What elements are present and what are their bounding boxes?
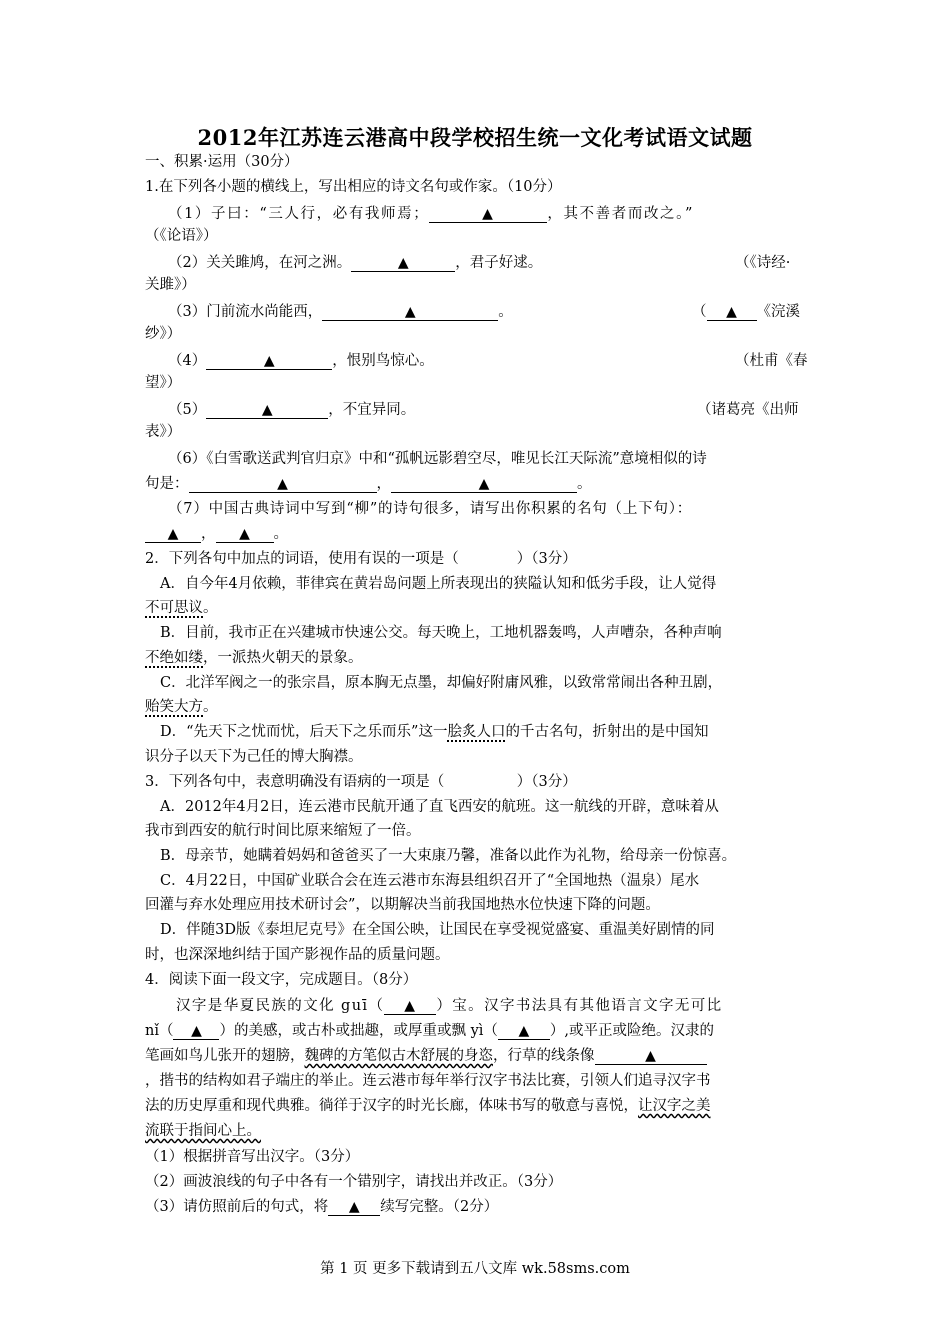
q2-option-d-cont: 识分子以天下为己任的博大胸襟。 <box>145 749 363 765</box>
dotted-word: 不绝如缕 <box>145 650 203 666</box>
answer-blank[interactable]: ▲ <box>429 206 547 223</box>
answer-blank[interactable]: ▲ <box>206 353 332 370</box>
q1-item-4-source-b: 望》） <box>145 375 182 391</box>
answer-blank[interactable]: ▲ <box>145 526 201 543</box>
wavy-sentence: 流联于指间心上。 <box>145 1123 261 1139</box>
q4-sub-3-text: （3）请仿照前后的句式，将 <box>145 1199 329 1215</box>
q2-option-b-cont <box>145 648 363 668</box>
q2-option-c-cont <box>145 697 218 717</box>
passage-text: ，行草的线条像 <box>493 1048 595 1064</box>
q1-item-1-text-b: ，其不善者而改之。” <box>547 206 695 222</box>
q3-option-c-cont: 回灌与弃水处理应用技术研讨会”，以期解决当前我国地热水位快速下降的问题。 <box>145 897 660 913</box>
q3-option-a-cont: 我市到西安的航行时间比原来缩短了一倍。 <box>145 823 421 839</box>
q1-item-4-text: ，恨别鸟惊心。 <box>332 353 434 369</box>
answer-blank[interactable]: ▲ <box>206 402 328 419</box>
q1-item-7-period: 。 <box>273 526 288 542</box>
q4-sub-3-text-b: 续写完整。（2分） <box>380 1199 499 1215</box>
q3-option-c: C．4月22日，中国矿业联合会在连云港市东海县组织召开了“全国地热（温泉）尾水 <box>160 873 700 889</box>
passage-text: ）宝。汉字书法具有其他语言文字无可比 <box>436 998 723 1014</box>
dotted-word: 不可思议 <box>145 600 203 616</box>
q4-passage-line-1 <box>176 996 723 1016</box>
q1-item-7-comma: ， <box>201 526 216 542</box>
wavy-sentence: 魏碑的方笔似古木舒展的身恣 <box>304 1048 493 1064</box>
q2-option-b-end: ，一派热火朝天的景象。 <box>203 650 363 666</box>
q1-item-2-text: （2）关关雎鸠，在河之洲。 <box>168 255 352 271</box>
section-heading: 一、积累·运用（30分） <box>145 154 299 170</box>
q4-sub-2: （2）画波浪线的句子中各有一个错别字，请找出并改正。（3分） <box>145 1174 563 1190</box>
q3-option-b: B．母亲节，她瞒着妈妈和爸爸买了一大束康乃馨，准备以此作为礼物，给母亲一份惊喜。 <box>160 848 737 864</box>
q1-item-5-text: ，不宜异同。 <box>328 402 416 418</box>
q1-item-6-cont <box>145 474 592 494</box>
answer-blank[interactable]: ▲ <box>173 1023 219 1040</box>
q1-item-6-comma: ， <box>376 476 391 492</box>
q1-item-2-source-b: 关雎》） <box>145 277 196 293</box>
question-2-stem: 2．下列各句中加点的词语，使用有误的一项是（ ）（3分） <box>145 551 577 567</box>
page-title: 2012年江苏连云港高中段学校招生统一文化考试语文试题 <box>197 125 753 150</box>
q2-option-d-text-b: 的千古名句，折射出的是中国知 <box>505 724 709 740</box>
q1-item-1 <box>168 204 694 224</box>
answer-blank[interactable]: ▲ <box>351 255 455 272</box>
answer-blank[interactable]: ▲ <box>498 1023 550 1040</box>
q1-item-6-period: 。 <box>577 476 592 492</box>
q1-item-3-work: 《浣溪 <box>756 304 800 320</box>
q1-item-6-text: 句是： <box>145 476 189 492</box>
question-4-stem: 4．阅读下面一段文字，完成题目。（8分） <box>145 972 418 988</box>
q3-option-d: D．伴随3D版《泰坦尼克号》在全国公映，让国民在享受视觉盛宴、重温美好剧情的同 <box>160 922 715 938</box>
q1-item-5-num: （5） <box>168 402 207 418</box>
q2-option-c-end: 。 <box>203 699 218 715</box>
question-1-stem: 1.在下列各小题的横线上，写出相应的诗文名句或作家。（10分） <box>145 179 562 195</box>
q4-sub-3 <box>145 1197 498 1217</box>
q1-item-4-num: （4） <box>168 353 207 369</box>
q1-item-2 <box>168 253 542 273</box>
q1-item-6: （6）《白雪歌送武判官归京》中和“孤帆远影碧空尽，唯见长江天际流”意境相似的诗 <box>168 451 707 467</box>
q4-passage-line-3 <box>145 1046 707 1066</box>
q2-option-d-text: D．“先天下之忧而忧，后天下之乐而乐”这一 <box>160 724 448 740</box>
q1-item-3-text-b: 。 <box>498 304 513 320</box>
q4-passage-line-4: ，揩书的结构如君子端庄的举止。连云港市每年举行汉字书法比赛，引领人们追寻汉字书 <box>145 1073 711 1089</box>
q2-option-c: C．北洋军阀之一的张宗昌，原本胸无点墨，却偏好附庸风雅，以致常常闹出各种丑剧， <box>160 675 723 691</box>
q1-item-3-source-b: 纱》） <box>145 326 182 342</box>
q2-option-a-end: 。 <box>203 600 218 616</box>
answer-blank[interactable]: ▲ <box>595 1048 707 1065</box>
answer-blank[interactable]: ▲ <box>328 1199 380 1216</box>
author-blank[interactable]: ▲ <box>707 304 757 321</box>
q3-option-a: A．2012年4月2日，连云港市民航开通了直飞西安的航班。这一航线的开辟，意味着从 <box>160 799 719 815</box>
answer-blank[interactable]: ▲ <box>384 998 436 1015</box>
q1-item-4-source: （杜甫《春 <box>735 353 808 369</box>
q4-passage-line-6 <box>145 1121 261 1141</box>
passage-text: nǐ（ <box>145 1023 174 1039</box>
q1-item-3-paren: （ <box>692 304 707 320</box>
passage-text: 法的历史厚重和现代典雅。徜徉于汉字的时光长廊，体味书写的敬意与喜悦， <box>145 1098 638 1114</box>
q1-item-3-text: （3）门前流水尚能西， <box>168 304 323 320</box>
q1-item-7-cont <box>145 524 288 544</box>
q1-item-7: （7）中国古典诗词中写到“柳”的诗句很多，请写出你积累的名句（上下句）： <box>168 501 693 517</box>
dotted-word: 贻笑大方 <box>145 699 203 715</box>
answer-blank[interactable]: ▲ <box>216 526 274 543</box>
q1-item-2-text-b: ，君子好逑。 <box>455 255 543 271</box>
q1-item-5-source: （诸葛亮《出师 <box>697 402 799 418</box>
q3-option-d-cont: 时，也深深地纠结于国产影视作品的质量问题。 <box>145 947 450 963</box>
wavy-sentence: 让汉字之美 <box>638 1098 711 1114</box>
q1-item-3 <box>168 302 513 322</box>
passage-text: ）,或平正或险绝。汉隶的 <box>549 1023 715 1039</box>
q2-option-a-cont <box>145 598 218 618</box>
q1-item-3-source <box>692 302 800 322</box>
question-3-stem: 3．下列各句中，表意明确没有语病的一项是（ ）（3分） <box>145 774 577 790</box>
q1-item-5 <box>168 400 415 420</box>
answer-blank[interactable]: ▲ <box>322 304 498 321</box>
q4-passage-line-5 <box>145 1096 711 1116</box>
answer-blank[interactable]: ▲ <box>189 476 377 493</box>
q4-sub-1: （1）根据拼音写出汉字。（3分） <box>145 1149 360 1165</box>
passage-text: ）的美感，或古朴或拙趣，或厚重或飘 yì（ <box>219 1023 498 1039</box>
q4-passage-line-2 <box>145 1021 714 1041</box>
page-footer: 第 1 页 更多下载请到五八文库 wk.58sms.com <box>320 1261 630 1277</box>
passage-text: 汉字是华夏民族的文化 guī（ <box>176 998 385 1014</box>
answer-blank[interactable]: ▲ <box>391 476 577 493</box>
q1-item-5-source-b: 表》） <box>145 424 182 440</box>
passage-text: 笔画如鸟儿张开的翅膀， <box>145 1048 305 1064</box>
q2-option-a: A．自今年4月依赖，菲律宾在黄岩岛问题上所表现出的狭隘认知和低劣手段，让人觉得 <box>160 576 717 592</box>
q1-item-4 <box>168 351 434 371</box>
q1-item-1-text: （1）子曰：“三人行，必有我师焉； <box>168 206 430 222</box>
q2-option-b: B．目前，我市正在兴建城市快速公交。每天晚上，工地机器轰鸣，人声嘈杂，各种声响 <box>160 625 722 641</box>
q2-option-d <box>160 722 708 742</box>
dotted-word: 脍炙人口 <box>447 724 506 740</box>
q1-item-1-source: （《论语》） <box>145 228 218 244</box>
q1-item-2-source: （《诗经· <box>735 255 791 271</box>
